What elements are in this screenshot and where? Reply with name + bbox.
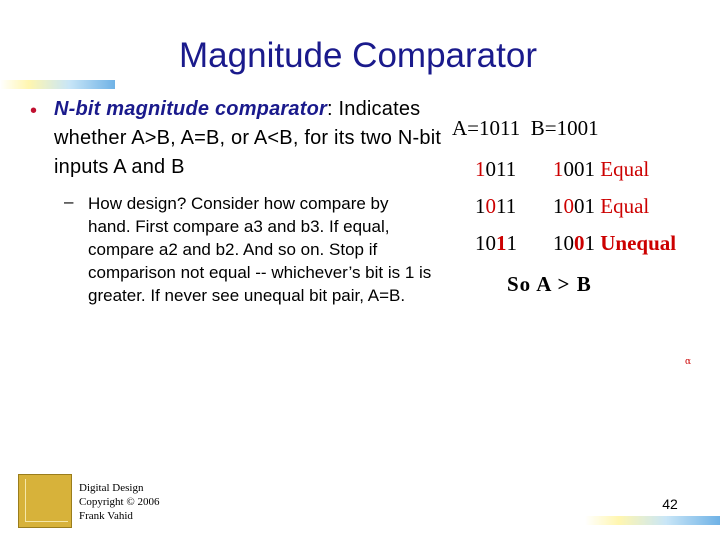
result-label: Equal	[600, 194, 650, 218]
title-accent-bar	[0, 80, 115, 89]
a-value: 1011	[475, 157, 517, 181]
copyright-footer: Digital Design Copyright © 2006 Frank Vahid	[79, 482, 160, 522]
result-label: Equal	[600, 157, 650, 181]
b-value: 1001 Equal	[553, 157, 650, 181]
sub-bullet: How design? Consider how compare by hand. First compare a3 and b3. If equal, compare a2 and b2. And so on. Stop if comparison not equal -- whichever’s bit is 1 is greater. If never see unequal bit pair, A=B.	[88, 194, 432, 305]
slide-title: Magnitude Comparator	[179, 36, 537, 75]
bullet-body: : Indicates whether A>B, A=B, or A<B, for its two N-bit inputs A and B	[54, 98, 442, 178]
a-value: 1011	[475, 231, 517, 255]
bullet-emphasis: N-bit magnitude comparator	[54, 98, 327, 120]
example-inputs: A=1011 B=1001	[452, 116, 599, 140]
page-number: 42	[662, 496, 678, 512]
main-bullet	[54, 95, 454, 182]
sub-bullet-marker: –	[64, 192, 74, 211]
bullet-marker: •	[30, 100, 38, 122]
result-label: Unequal	[600, 231, 677, 255]
b-value: 1001 Equal	[553, 194, 650, 218]
footer-accent-bar	[585, 516, 720, 525]
a-value: 1011	[475, 194, 517, 218]
b-value: 1001 Unequal	[553, 231, 677, 255]
book-logo-icon	[18, 474, 72, 528]
alpha-symbol: α	[685, 357, 692, 367]
conclusion: So A > B	[507, 272, 592, 296]
